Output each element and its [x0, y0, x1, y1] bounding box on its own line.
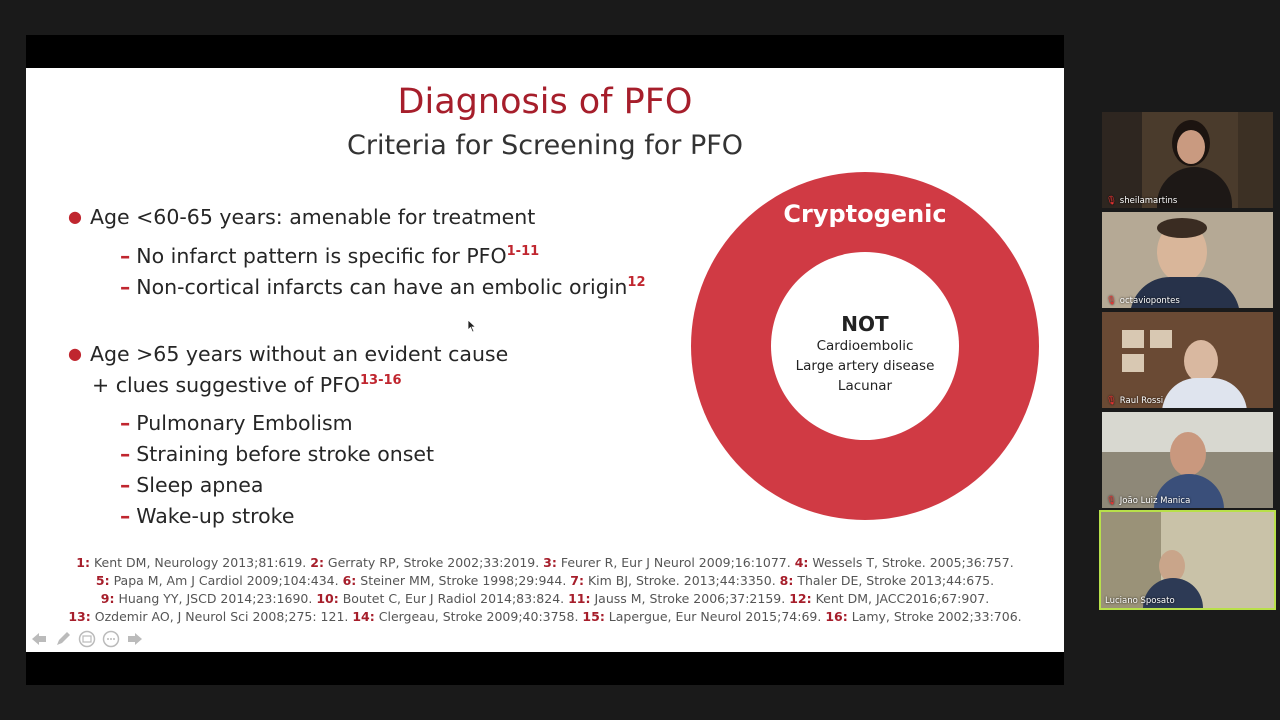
mic-muted-icon: 🎙	[1106, 396, 1117, 406]
bullet-1-sub-2: – Non-cortical infarcts can have an embolic origin$^{12}$	[120, 275, 646, 299]
participant-tile[interactable]	[1102, 312, 1273, 408]
participant-tile-active-speaker[interactable]	[1099, 510, 1276, 610]
slide-subtitle: Criteria for Screening for PFO	[346, 130, 744, 161]
hole-item: Lacunar	[837, 378, 893, 394]
bullet-dot-icon: ●	[68, 344, 82, 363]
participant-name: 🎙 sheilamartins	[1106, 196, 1178, 206]
hole-item: Large artery disease	[795, 358, 935, 374]
participant-tile[interactable]	[1102, 112, 1273, 208]
participant-name: 🎙 João Luiz Manica	[1106, 496, 1191, 506]
slides-icon[interactable]	[78, 630, 96, 648]
mic-muted-icon: 🎙	[1106, 196, 1117, 206]
more-icon[interactable]	[102, 630, 120, 648]
presentation-slide	[26, 68, 1064, 652]
mic-muted-icon: 🎙	[1106, 296, 1117, 306]
mouse-cursor-icon	[467, 319, 477, 333]
bullet-2-sub-1: – Pulmonary Embolism	[120, 411, 353, 435]
participant-tile[interactable]	[1102, 212, 1273, 308]
bullet-2-line-2: + clues suggestive of PFO$^{13-16}$	[92, 373, 402, 397]
arrow-right-icon[interactable]	[126, 630, 144, 648]
pen-icon[interactable]	[54, 630, 72, 648]
bullet-dot-icon: ●	[68, 207, 82, 226]
bullet-1-sub-1: – No infarct pattern is specific for PFO$^{1-11}$	[120, 244, 540, 268]
references-line-1: 1: Kent DM, Neurology 2013;81:619. 2: Gerraty RP, Stroke 2002;33:2019. 3: Feurer R, Eur J Neurol 2009;16:1077. 4: Wessels T, Stroke. 2005;36:757.	[76, 555, 1014, 570]
cryptogenic-donut	[691, 172, 1039, 520]
slide-nav-toolbar	[30, 630, 144, 648]
bullet-2-sub-4: – Wake-up stroke	[120, 504, 295, 528]
references-line-2: 5: Papa M, Am J Cardiol 2009;104:434. 6: Steiner MM, Stroke 1998;29:944. 7: Kim BJ, Stroke. 2013;44:3350. 8: Thaler DE, Stroke 2013;44:675.	[95, 573, 995, 588]
hole-item: Cardioembolic	[816, 338, 914, 354]
bullet-1: ● Age <60-65 years: amenable for treatment	[68, 205, 536, 229]
mic-muted-icon: 🎙	[1106, 496, 1117, 506]
references	[26, 554, 1064, 626]
references-line-4: 13: Ozdemir AO, J Neurol Sci 2008;275: 121. 14: Clergeau, Stroke 2009;40:3758. 15: Lapergue, Eur Neurol 2015;74:69. 16: Lamy, Stroke 2002;33:706.	[68, 609, 1022, 624]
bullet-2-sub-3: – Sleep apnea	[120, 473, 264, 497]
donut-hole	[771, 252, 959, 440]
references-line-3: 9: Huang YY, JSCD 2014;23:1690. 10: Boutet C, Eur J Radiol 2014;83:824. 11: Jauss M, Stroke 2006;37:2159. 12: Kent DM, JACC2016;67:907.	[100, 591, 990, 606]
donut-label: Cryptogenic	[783, 200, 947, 228]
participant-name: Luciano Sposato	[1105, 596, 1175, 606]
hole-title: NOT	[841, 312, 889, 336]
slide-title: Diagnosis of PFO	[397, 82, 693, 122]
participant-name: 🎙 octaviopontes	[1106, 296, 1180, 306]
bullet-2: ● Age >65 years without an evident cause	[68, 342, 509, 366]
participant-tile[interactable]	[1102, 412, 1273, 508]
participant-name: 🎙 Raul Rossi	[1106, 396, 1164, 406]
arrow-left-icon[interactable]	[30, 630, 48, 648]
bullet-2-sub-2: – Straining before stroke onset	[120, 442, 435, 466]
